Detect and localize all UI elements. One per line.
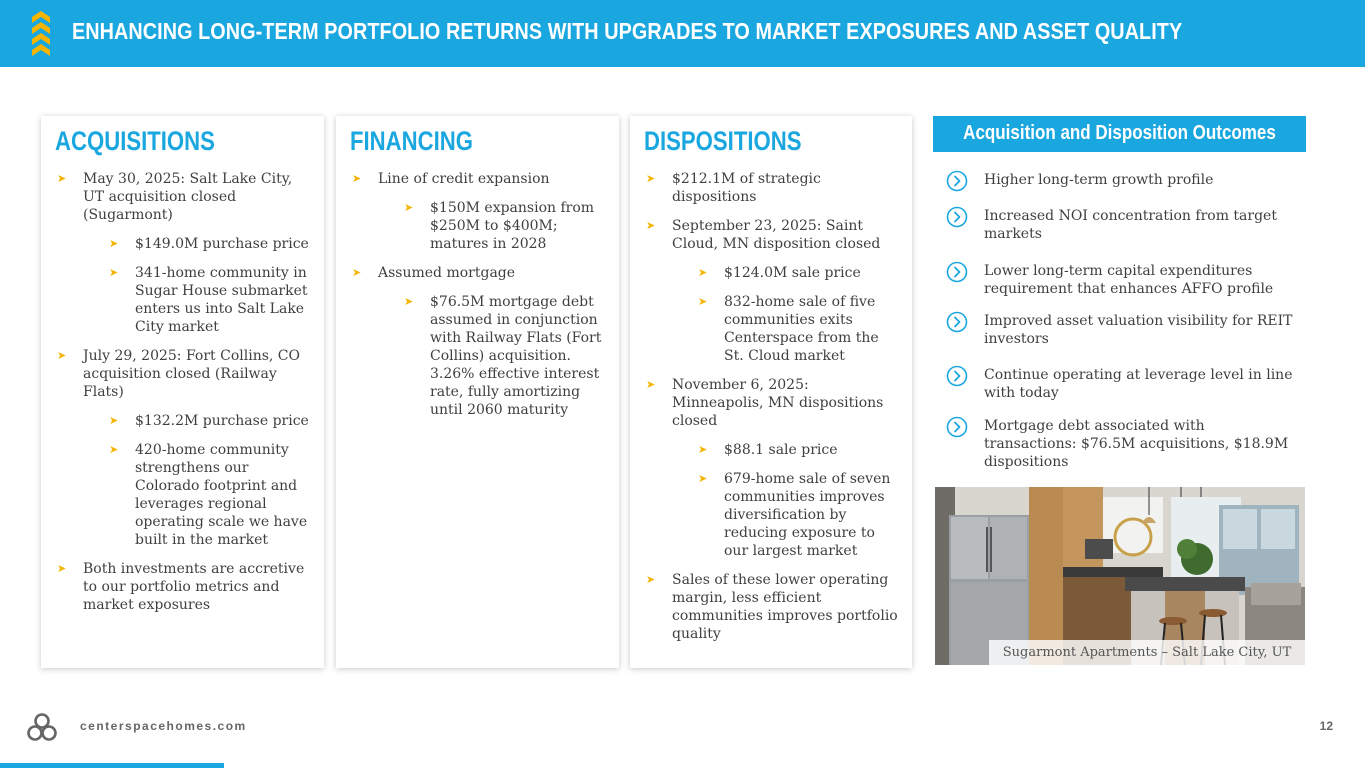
outcomes-title: Acquisition and Disposition Outcomes	[963, 122, 1276, 144]
list-item: ➤ $76.5M mortgage debt assumed in conjunction with Railway Flats (Fort Collins) acquisition. 3.26% effective interest rate, fully amortizing until 2060 maturity	[404, 294, 602, 418]
arrow-bullet-icon: ➤	[109, 414, 119, 427]
outcome-text: Higher long-term growth profile	[984, 172, 1214, 188]
financing-title: FINANCING	[350, 126, 473, 156]
footer-url: centerspacehomes.com	[80, 719, 247, 733]
chevron-right-circle-icon	[946, 261, 968, 283]
dispositions-card	[630, 116, 912, 668]
acquisitions-card	[41, 116, 324, 668]
list-item: ➤ Line of credit expansion	[352, 171, 550, 187]
arrow-bullet-icon: ➤	[646, 172, 656, 185]
list-item: ➤ 420-home community strengthens our Colorado footprint and leverages regional operating scale we have built in the market	[109, 442, 308, 548]
outcomes-header	[933, 116, 1306, 152]
arrow-bullet-icon: ➤	[698, 443, 708, 456]
arrow-bullet-icon: ➤	[646, 219, 656, 232]
arrow-bullet-icon: ➤	[57, 172, 67, 185]
list-item: ➤ July 29, 2025: Fort Collins, CO acquisition closed (Railway Flats)	[57, 348, 300, 400]
chevron-right-circle-icon	[946, 311, 968, 333]
list-item: ➤ May 30, 2025: Salt Lake City, UT acquisition closed (Sugarmont)	[57, 171, 293, 223]
list-item: ➤ 832-home sale of five communities exits Centerspace from the St. Cloud market	[698, 294, 879, 364]
chevron-right-circle-icon	[946, 416, 968, 438]
outcome-text: Improved asset valuation visibility for REIT investors	[984, 313, 1293, 347]
outcome-text: Continue operating at leverage level in line with today	[984, 367, 1293, 401]
chevron-stack-icon	[30, 9, 52, 57]
dispositions-title: DISPOSITIONS	[644, 126, 802, 156]
arrow-bullet-icon: ➤	[57, 562, 67, 575]
list-item: ➤ 341-home community in Sugar House submarket enters us into Salt Lake City market	[109, 265, 308, 335]
arrow-bullet-icon: ➤	[352, 266, 362, 279]
chevron-right-circle-icon	[946, 170, 968, 192]
arrow-bullet-icon: ➤	[352, 172, 362, 185]
list-item: ➤ $124.0M sale price	[698, 265, 861, 281]
arrow-bullet-icon: ➤	[646, 378, 656, 391]
arrow-bullet-icon: ➤	[109, 266, 119, 279]
arrow-bullet-icon: ➤	[404, 295, 414, 308]
list-item: ➤ $132.2M purchase price	[109, 413, 309, 429]
financing-card	[336, 116, 619, 668]
arrow-bullet-icon: ➤	[698, 266, 708, 279]
page-number: 12	[1319, 719, 1333, 733]
list-item: ➤ Assumed mortgage	[352, 265, 516, 281]
list-item: ➤ $88.1 sale price	[698, 442, 838, 458]
arrow-bullet-icon: ➤	[109, 237, 119, 250]
list-item: ➤ $149.0M purchase price	[109, 236, 309, 252]
financing-list	[350, 170, 609, 430]
outcome-text: Mortgage debt associated with transactions: $76.5M acquisitions, $18.9M dispositions	[984, 418, 1289, 470]
arrow-bullet-icon: ➤	[646, 573, 656, 586]
list-item: ➤ $150M expansion from $250M to $400M; matures in 2028	[404, 200, 595, 252]
photo-caption: Sugarmont Apartments – Salt Lake City, UT	[989, 640, 1305, 665]
arrow-bullet-icon: ➤	[698, 472, 708, 485]
list-item: ➤ September 23, 2025: Saint Cloud, MN disposition closed	[646, 218, 881, 252]
centerspace-logo-icon	[26, 712, 58, 742]
arrow-bullet-icon: ➤	[109, 443, 119, 456]
outcome-text: Increased NOI concentration from target markets	[984, 208, 1277, 242]
arrow-bullet-icon: ➤	[57, 349, 67, 362]
list-item: ➤ 679-home sale of seven communities improves diversification by reducing exposure to our largest market	[698, 471, 891, 559]
acquisitions-title: ACQUISITIONS	[55, 126, 215, 156]
footer-accent-bar	[0, 763, 224, 768]
apartment-photo	[935, 487, 1305, 665]
dispositions-list	[644, 170, 902, 654]
chevron-right-circle-icon	[946, 206, 968, 228]
page-title: ENHANCING LONG-TERM PORTFOLIO RETURNS WITH UPGRADES TO MARKET EXPOSURES AND ASSET QUALITY	[72, 18, 1183, 44]
list-item: ➤ Sales of these lower operating margin, less efficient communities improves portfolio quality	[646, 572, 898, 642]
list-item: ➤ November 6, 2025: Minneapolis, MN dispositions closed	[646, 377, 884, 429]
arrow-bullet-icon: ➤	[698, 295, 708, 308]
list-item: ➤ $212.1M of strategic dispositions	[646, 171, 821, 205]
outcome-text: Lower long-term capital expenditures requirement that enhances AFFO profile	[984, 263, 1274, 297]
list-item: ➤ Both investments are accretive to our portfolio metrics and market exposures	[57, 561, 305, 613]
kitchen-illustration	[935, 487, 1305, 665]
acquisitions-list	[55, 170, 314, 625]
header-bar	[0, 0, 1365, 67]
arrow-bullet-icon: ➤	[404, 201, 414, 214]
chevron-right-circle-icon	[946, 365, 968, 387]
